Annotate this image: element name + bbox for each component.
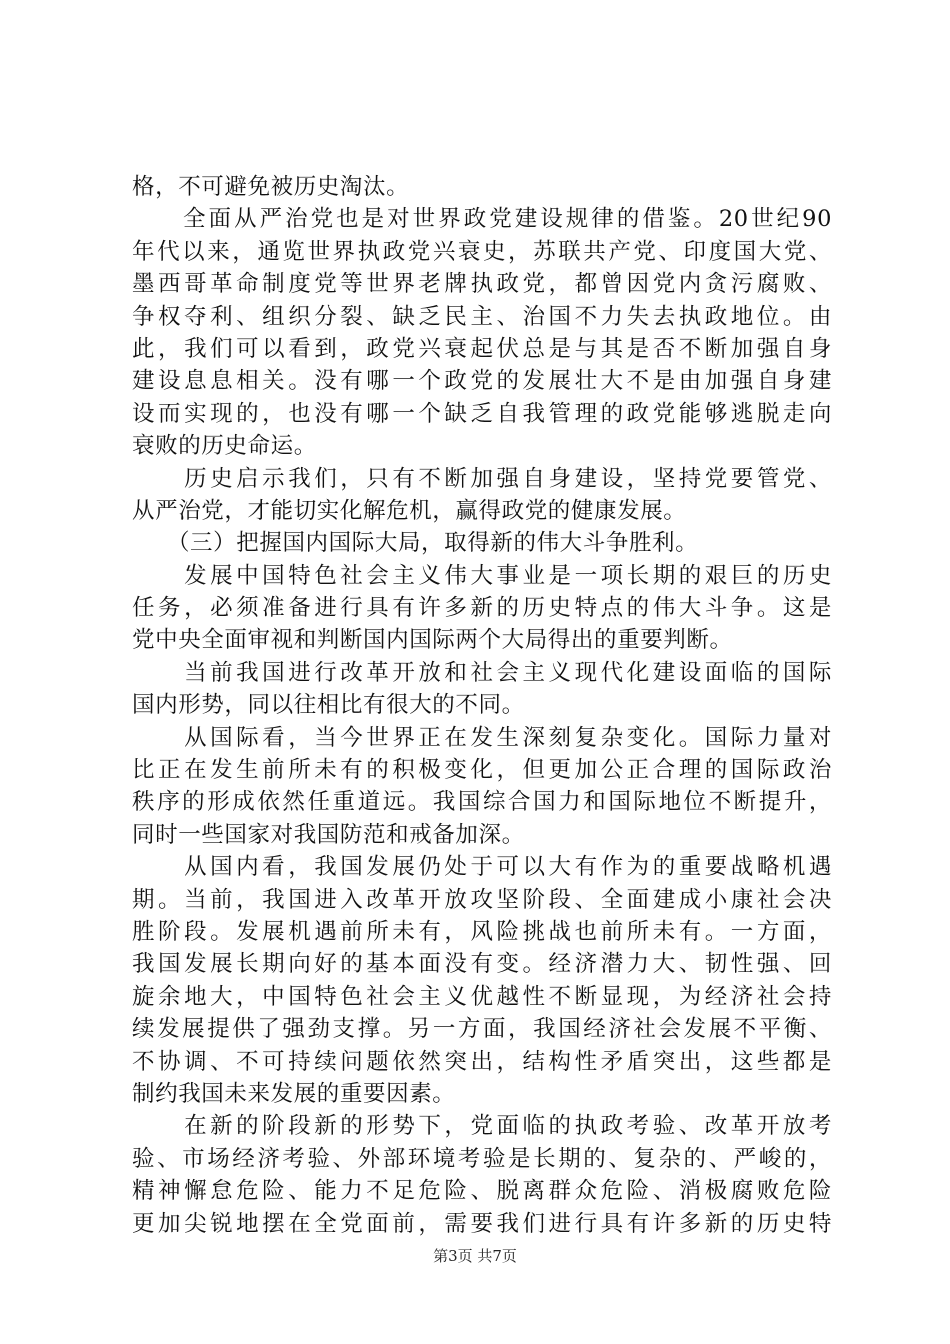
text-line: 不协调、不可持续问题依然突出，结构性矛盾突出，这些都是 (132, 1048, 832, 1075)
text-line: 同时一些国家对我国防范和戒备加深。 (132, 821, 525, 848)
text-line: 验、市场经济考验、外部环境考验是长期的、复杂的、严峻的， (132, 1145, 832, 1172)
page-number-footer: 第3页 共7页 (433, 1247, 517, 1265)
text-line: 我国发展长期向好的基本面没有变。经济潜力大、韧性强、回 (132, 951, 832, 978)
text-line: 更加尖锐地摆在全党面前，需要我们进行具有许多新的历史特 (132, 1210, 832, 1237)
text-line: 从国际看，当今世界正在发生深刻复杂变化。国际力量对 (132, 724, 832, 751)
text-line: 墨西哥革命制度党等世界老牌执政党，都曾因党内贪污腐败、 (132, 271, 832, 298)
text-line: 在新的阶段新的形势下，党面临的执政考验、改革开放考 (132, 1113, 832, 1140)
text-line: 秩序的形成依然任重道远。我国综合国力和国际地位不断提升， (132, 789, 832, 816)
text-line: 党中央全面审视和判断国内国际两个大局得出的重要判断。 (132, 627, 733, 654)
document-body (132, 171, 832, 1240)
text-line: 从严治党，才能切实化解危机，赢得政党的健康发展。 (132, 497, 687, 524)
text-line: 争权夺利、组织分裂、缺乏民主、治国不力失去执政地位。由 (132, 303, 832, 330)
text-line: 精神懈怠危险、能力不足危险、脱离群众危险、消极腐败危险 (132, 1178, 832, 1205)
text-line: 全面从严治党也是对世界政党建设规律的借鉴。20世纪90 (132, 206, 832, 233)
text-line: 当前我国进行改革开放和社会主义现代化建设面临的国际 (132, 659, 832, 686)
text-line: 期。当前，我国进入改革开放攻坚阶段、全面建成小康社会决 (132, 886, 832, 913)
text-line: 设而实现的，也没有哪一个缺乏自我管理的政党能够逃脱走向 (132, 400, 832, 427)
text-line: 从国内看，我国发展仍处于可以大有作为的重要战略机遇 (132, 854, 832, 881)
text-line: 年代以来，通览世界执政党兴衰史，苏联共产党、印度国大党、 (132, 238, 832, 265)
text-line: 此，我们可以看到，政党兴衰起伏总是与其是否不断加强自身 (132, 335, 832, 362)
text-line: 发展中国特色社会主义伟大事业是一项长期的艰巨的历史 (132, 562, 832, 589)
text-line: 续发展提供了强劲支撑。另一方面，我国经济社会发展不平衡、 (132, 1016, 832, 1043)
text-line: 国内形势，同以往相比有很大的不同。 (132, 692, 525, 719)
text-line: 格，不可避免被历史淘汰。 (132, 174, 410, 200)
text-line: 历史启示我们，只有不断加强自身建设，坚持党要管党、 (132, 465, 832, 492)
text-line: 比正在发生前所未有的积极变化，但更加公正合理的国际政治 (132, 757, 832, 784)
text-line: 制约我国未来发展的重要因素。 (132, 1080, 456, 1107)
text-line: 建设息息相关。没有哪一个政党的发展壮大不是由加强自身建 (132, 368, 832, 395)
text-line: 任务，必须准备进行具有许多新的历史特点的伟大斗争。这是 (132, 595, 832, 622)
text-line: 旋余地大，中国特色社会主义优越性不断显现，为经济社会持 (132, 983, 832, 1010)
text-line: 衰败的历史命运。 (132, 433, 317, 460)
text-line: （三）把握国内国际大局，取得新的伟大斗争胜利。 (132, 530, 699, 557)
text-line: 胜阶段。发展机遇前所未有，风险挑战也前所未有。一方面， (132, 918, 832, 945)
